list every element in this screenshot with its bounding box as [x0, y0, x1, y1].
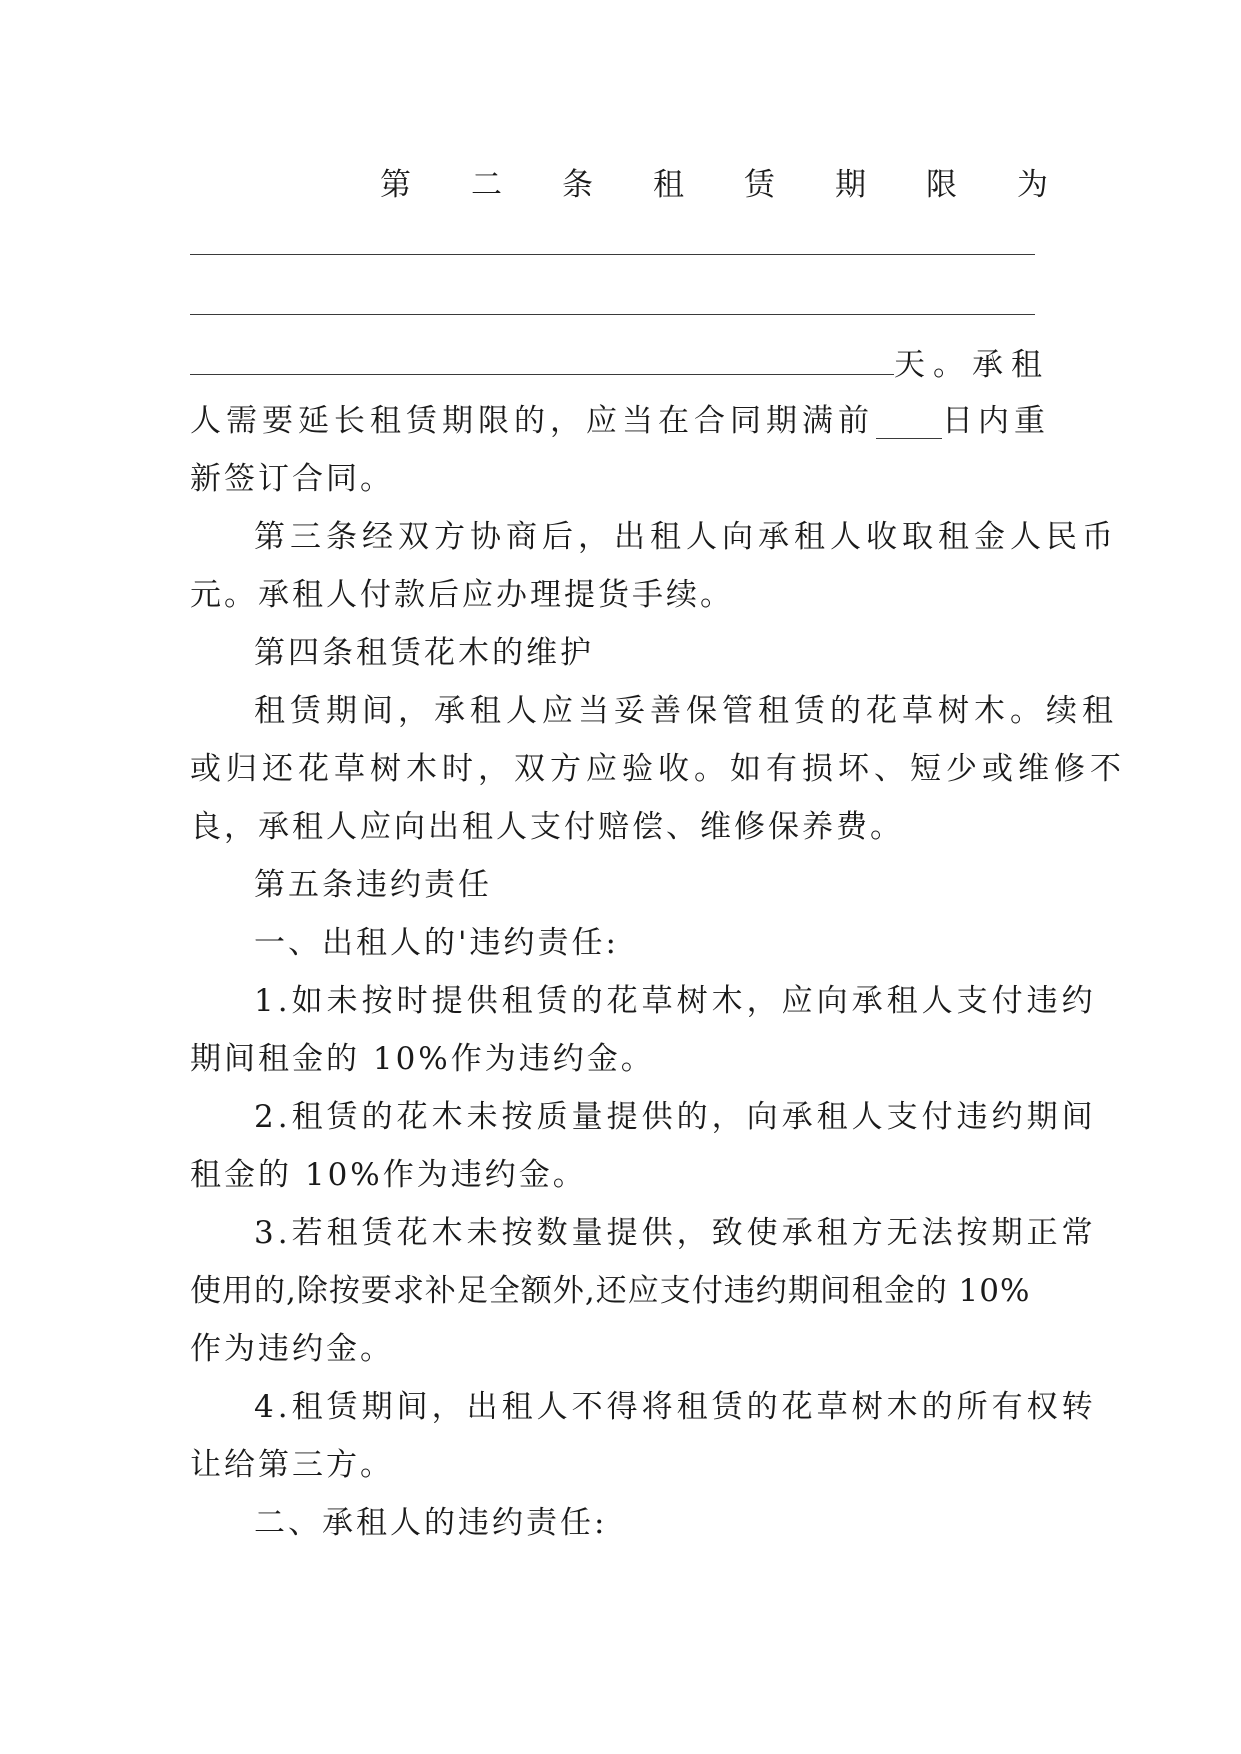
heading-char: 期 [835, 167, 866, 203]
heading-char: 限 [926, 167, 957, 203]
article3-line2: 元。承租人付款后应办理提货手续。 [190, 577, 734, 613]
article4-heading: 第四条租赁花木的维护 [254, 635, 594, 671]
article4-line2: 或归还花草树木时，双方应验收。如有损坏、短少或维修不 [190, 751, 1126, 787]
article5-item1-line2: 期间租金的 10%作为违约金。 [190, 1041, 655, 1077]
article5-item3-line2: 使用的,除按要求补足全额外,还应支付违约期间租金的 10% [190, 1273, 1031, 1309]
blank-field-days [190, 344, 894, 375]
article5-sub1: 一、出租人的'违约责任: [254, 925, 619, 961]
article5-item3-line3: 作为违约金。 [190, 1331, 394, 1367]
article5-sub2: 二、承租人的违约责任: [254, 1505, 608, 1541]
article4-line1: 租赁期间，承租人应当妥善保管租赁的花草树木。续租 [254, 693, 1118, 729]
article5-item3-line1: 3.若租赁花木未按数量提供，致使承租方无法按期正常 [254, 1215, 1097, 1251]
heading-char: 赁 [744, 167, 775, 203]
article2-line3 [190, 336, 1050, 394]
article5-item2-line1: 2.租赁的花木未按质量提供的，向承租人支付违约期间 [254, 1099, 1097, 1135]
article2-line4-tail: 日内重 [942, 403, 1050, 439]
heading-char: 租 [653, 167, 684, 203]
article2-line3-text: 天。承租 [894, 347, 1050, 383]
article2-line4-text: 人需要延长租赁期限的，应当在合同期满前 [190, 403, 874, 439]
article5-item4-line1: 4.租赁期间，出租人不得将租赁的花草树木的所有权转 [254, 1389, 1097, 1425]
heading-char: 第 [380, 167, 411, 203]
blank-fill-line [190, 314, 1035, 315]
heading-char: 条 [562, 167, 593, 203]
article4-line3: 良，承租人应向出租人支付赔偿、维修保养费。 [190, 809, 904, 845]
article5-item2-line2: 租金的 10%作为违约金。 [190, 1157, 587, 1193]
article3-line1: 第三条经双方协商后，出租人向承租人收取租金人民币 [254, 519, 1118, 555]
article2-line4 [190, 392, 1050, 450]
heading-char: 二 [471, 167, 502, 203]
article2-line5: 新签订合同。 [190, 461, 394, 497]
blank-field-days-before [876, 408, 942, 439]
article5-item4-line2: 让给第三方。 [190, 1447, 394, 1483]
article5-heading: 第五条违约责任 [254, 867, 492, 903]
blank-fill-line [190, 254, 1035, 255]
article5-item1-line1: 1.如未按时提供租赁的花草树木，应向承租人支付违约 [254, 983, 1097, 1019]
article2-heading [380, 156, 1048, 214]
heading-char: 为 [1017, 167, 1048, 203]
